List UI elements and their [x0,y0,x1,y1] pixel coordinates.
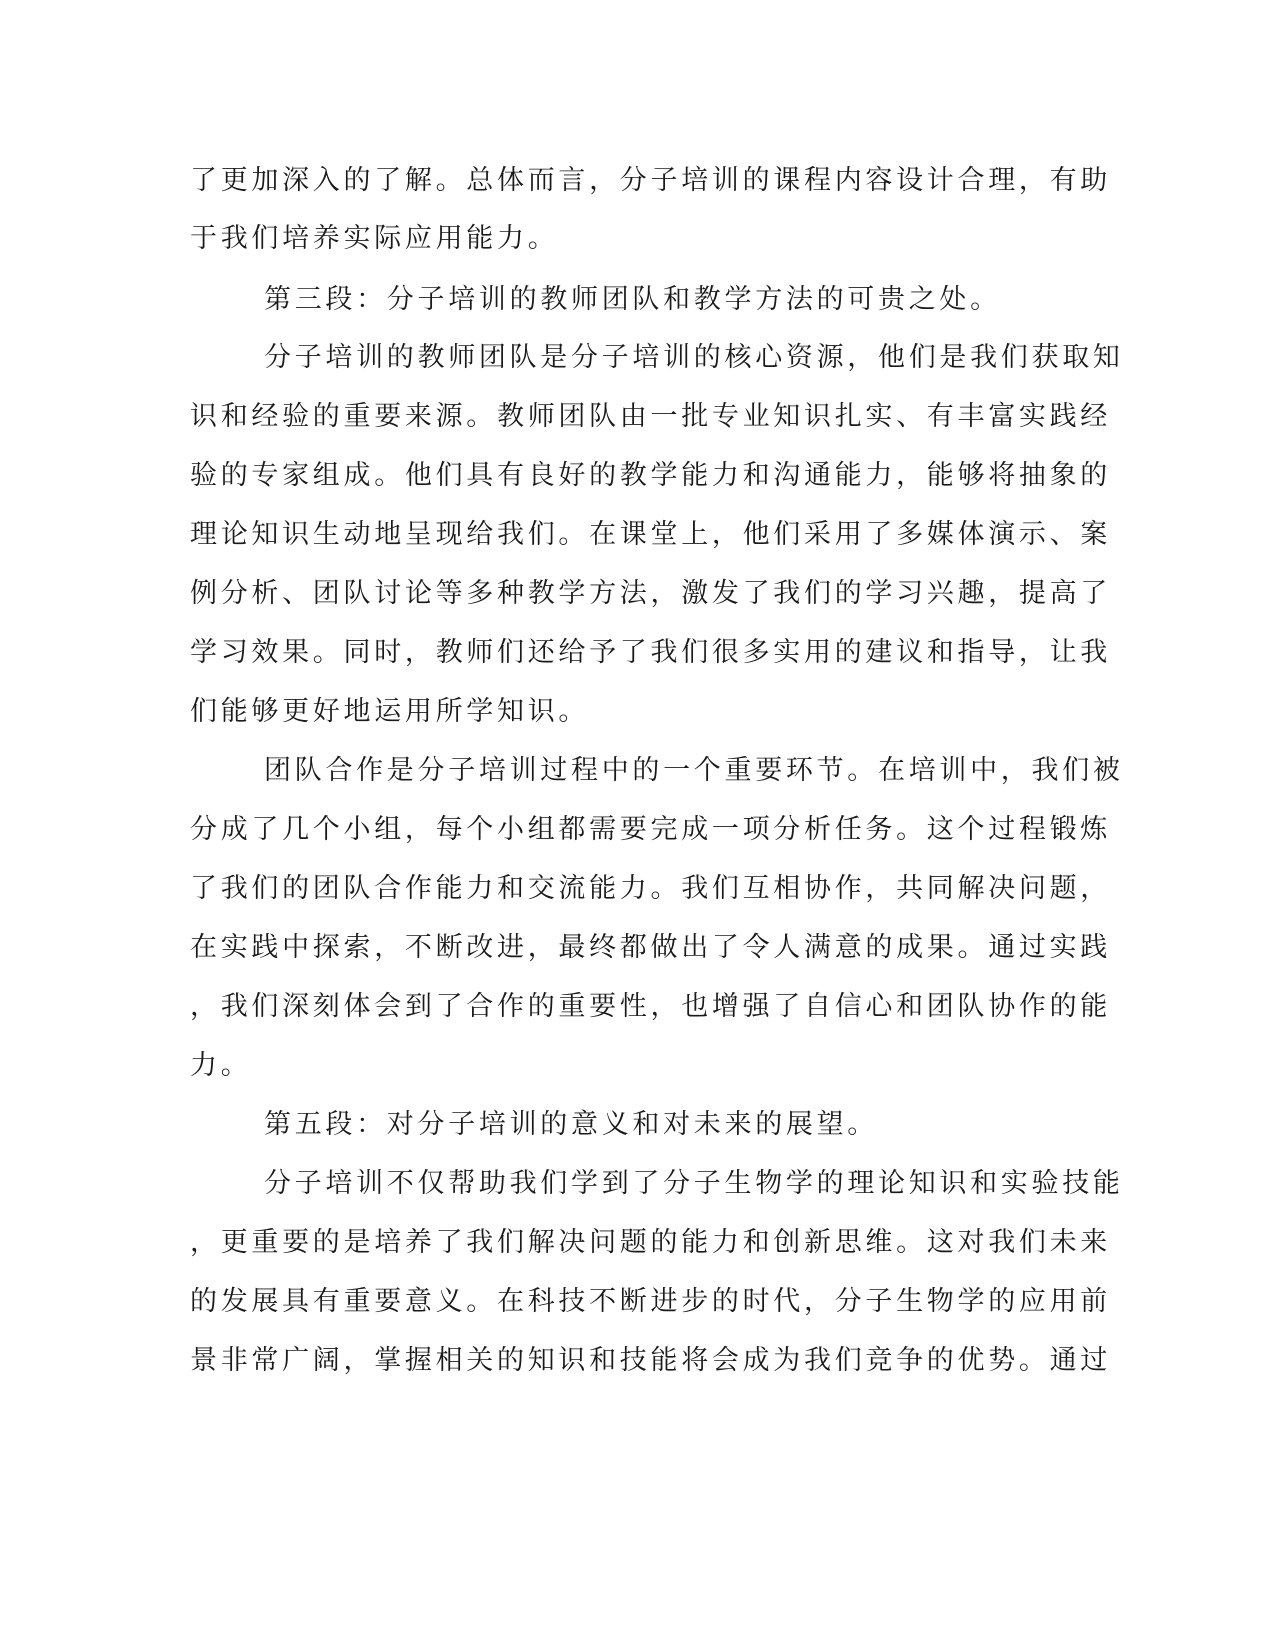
text-line: ，我们深刻体会到了合作的重要性，也增强了自信心和团队协作的能 [190,991,1111,1022]
text-line: 学习效果。同时，教师们还给予了我们很多实用的建议和指导，让我 [190,637,1111,668]
text-line: 的发展具有重要意义。在科技不断进步的时代，分子生物学的应用前 [190,1286,1111,1317]
text-line: 分成了几个小组，每个小组都需要完成一项分析任务。这个过程锻炼 [190,814,1111,845]
text-line: 在实践中探索，不断改进，最终都做出了令人满意的成果。通过实践 [190,932,1111,963]
text-line: 了我们的团队合作能力和交流能力。我们互相协作，共同解决问题， [190,873,1111,904]
text-line: 例分析、团队讨论等多种教学方法，激发了我们的学习兴趣，提高了 [190,578,1111,609]
text-line: 力。 [190,1050,252,1081]
text-line: 识和经验的重要来源。教师团队由一批专业知识扎实、有丰富实践经 [190,401,1111,432]
section-heading: 第五段：对分子培训的意义和对未来的展望。 [264,1109,878,1140]
text-line: 理论知识生动地呈现给我们。在课堂上，他们采用了多媒体演示、案 [190,519,1111,550]
text-line: 验的专家组成。他们具有良好的教学能力和沟通能力，能够将抽象的 [190,460,1111,491]
paragraph-first-line: 团队合作是分子培训过程中的一个重要环节。在培训中，我们被 [264,755,1124,786]
text-line: 景非常广阔，掌握相关的知识和技能将会成为我们竞争的优势。通过 [190,1345,1111,1376]
text-line: ，更重要的是培养了我们解决问题的能力和创新思维。这对我们未来 [190,1227,1111,1258]
section-heading: 第三段：分子培训的教师团队和教学方法的可贵之处。 [264,284,1001,315]
paragraph-first-line: 分子培训不仅帮助我们学到了分子生物学的理论知识和实验技能 [264,1168,1124,1199]
text-line: 们能够更好地运用所学知识。 [190,696,590,727]
paragraph-first-line: 分子培训的教师团队是分子培训的核心资源，他们是我们获取知 [264,342,1124,373]
text-line: 于我们培养实际应用能力。 [190,223,559,254]
text-line: 了更加深入的了解。总体而言，分子培训的课程内容设计合理，有助 [190,165,1111,196]
